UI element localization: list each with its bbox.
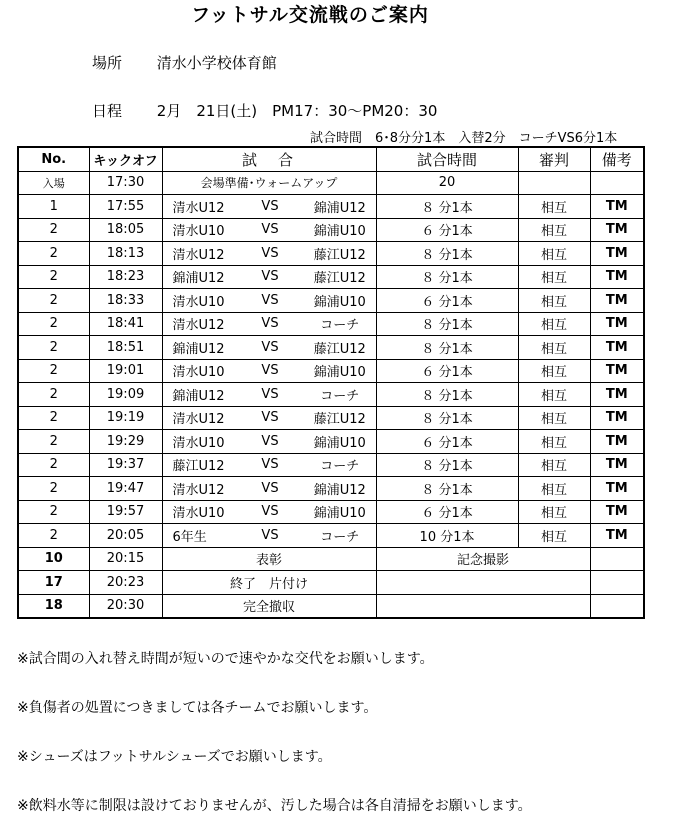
vs-label: VS	[236, 289, 304, 313]
referee: 相互	[518, 195, 590, 219]
closing-note	[376, 594, 590, 618]
closing-no: 18	[18, 594, 89, 618]
kickoff-time: 18:05	[89, 218, 162, 242]
referee: 相互	[518, 430, 590, 454]
remarks: TM	[590, 524, 644, 548]
match-duration: ８ 分1本	[376, 336, 518, 360]
referee: 相互	[518, 312, 590, 336]
page-title: フットサル交流戦のご案内	[191, 4, 429, 26]
away-team: 錦浦U12	[304, 195, 376, 219]
closing-remarks	[590, 594, 644, 618]
home-team: 清水U10	[162, 218, 236, 242]
remarks: TM	[590, 336, 644, 360]
match-no: 2	[18, 289, 89, 313]
home-team: 清水U12	[162, 477, 236, 501]
away-team: 錦浦U10	[304, 218, 376, 242]
home-team: 清水U10	[162, 500, 236, 524]
remarks: TM	[590, 453, 644, 477]
remarks: TM	[590, 430, 644, 454]
match-duration: 10 分1本	[376, 524, 518, 548]
vs-label: VS	[236, 265, 304, 289]
match-no: 2	[18, 477, 89, 501]
remarks: TM	[590, 406, 644, 430]
away-team: 藤江U12	[304, 336, 376, 360]
remarks: TM	[590, 383, 644, 407]
footnote-1: ※試合間の入れ替え時間が短いので速やかな交代をお願いします。	[17, 651, 434, 667]
match-duration: ６ 分1本	[376, 430, 518, 454]
match-duration: ８ 分1本	[376, 453, 518, 477]
vs-label: VS	[236, 242, 304, 266]
schedule-line	[92, 100, 437, 121]
entry-no: 入場	[18, 171, 89, 195]
remarks: TM	[590, 477, 644, 501]
closing-remarks	[590, 571, 644, 595]
vs-label: VS	[236, 195, 304, 219]
table-row	[18, 359, 644, 383]
vs-label: VS	[236, 383, 304, 407]
closing-time: 20:23	[89, 571, 162, 595]
home-team: 錦浦U12	[162, 265, 236, 289]
match-no: 2	[18, 218, 89, 242]
remarks: TM	[590, 312, 644, 336]
match-no: 2	[18, 242, 89, 266]
header-no: No.	[18, 147, 89, 171]
vs-label: VS	[236, 477, 304, 501]
away-team: 錦浦U10	[304, 430, 376, 454]
kickoff-time: 18:13	[89, 242, 162, 266]
match-duration: ６ 分1本	[376, 218, 518, 242]
table-row	[18, 383, 644, 407]
home-team: 清水U12	[162, 312, 236, 336]
match-duration: ８ 分1本	[376, 477, 518, 501]
entry-duration: 20	[376, 171, 518, 195]
away-team: コーチ	[304, 524, 376, 548]
vs-label: VS	[236, 336, 304, 360]
vs-label: VS	[236, 218, 304, 242]
match-no: 2	[18, 359, 89, 383]
match-no: 2	[18, 406, 89, 430]
remarks: TM	[590, 242, 644, 266]
table-row	[18, 453, 644, 477]
closing-note	[376, 571, 590, 595]
referee: 相互	[518, 477, 590, 501]
away-team: 藤江U12	[304, 242, 376, 266]
venue-line	[92, 52, 277, 73]
kickoff-time: 19:47	[89, 477, 162, 501]
kickoff-time: 19:29	[89, 430, 162, 454]
kickoff-time: 18:51	[89, 336, 162, 360]
table-row	[18, 430, 644, 454]
match-duration: ８ 分1本	[376, 195, 518, 219]
closing-event: 終了 片付け	[162, 571, 376, 595]
referee: 相互	[518, 218, 590, 242]
schedule-label: 日程	[92, 102, 123, 120]
kickoff-time: 18:23	[89, 265, 162, 289]
table-row	[18, 289, 644, 313]
footnote-3: ※シューズはフットサルシューズでお願いします。	[17, 749, 332, 765]
match-duration: ６ 分1本	[376, 500, 518, 524]
match-no: 2	[18, 453, 89, 477]
remarks: TM	[590, 265, 644, 289]
away-team: 錦浦U10	[304, 359, 376, 383]
home-team: 6年生	[162, 524, 236, 548]
match-no: 2	[18, 265, 89, 289]
vs-label: VS	[236, 500, 304, 524]
table-row	[18, 477, 644, 501]
away-team: 錦浦U10	[304, 500, 376, 524]
closing-remarks	[590, 547, 644, 571]
away-team: コーチ	[304, 453, 376, 477]
remarks: TM	[590, 218, 644, 242]
closing-time: 20:30	[89, 594, 162, 618]
home-team: 錦浦U12	[162, 336, 236, 360]
remarks: TM	[590, 195, 644, 219]
kickoff-time: 19:01	[89, 359, 162, 383]
table-row	[18, 336, 644, 360]
closing-event: 表彰	[162, 547, 376, 571]
table-row	[18, 242, 644, 266]
header-remarks: 備考	[590, 147, 644, 171]
referee: 相互	[518, 406, 590, 430]
kickoff-time: 17:55	[89, 195, 162, 219]
home-team: 清水U12	[162, 195, 236, 219]
kickoff-time: 19:19	[89, 406, 162, 430]
match-duration: ８ 分1本	[376, 383, 518, 407]
table-row	[18, 571, 644, 595]
referee: 相互	[518, 265, 590, 289]
venue-label: 場所	[92, 54, 123, 72]
match-duration: ６ 分1本	[376, 359, 518, 383]
header-match: 試 合	[162, 147, 376, 171]
entry-event: 会場準備･ウォームアップ	[162, 171, 376, 195]
home-team: 錦浦U12	[162, 383, 236, 407]
entry-row	[18, 171, 644, 195]
vs-label: VS	[236, 453, 304, 477]
match-no: 2	[18, 500, 89, 524]
home-team: 清水U10	[162, 359, 236, 383]
referee: 相互	[518, 453, 590, 477]
match-duration: ８ 分1本	[376, 265, 518, 289]
footnote-4: ※飲料水等に制限は設けておりませんが、汚した場合は各自清掃をお願いします。	[17, 798, 532, 814]
remarks: TM	[590, 500, 644, 524]
referee: 相互	[518, 336, 590, 360]
header-referee: 審判	[518, 147, 590, 171]
kickoff-time: 19:37	[89, 453, 162, 477]
closing-no: 10	[18, 547, 89, 571]
footnote-2: ※負傷者の処置につきましては各チームでお願いします。	[17, 700, 378, 716]
referee: 相互	[518, 383, 590, 407]
match-duration: ８ 分1本	[376, 312, 518, 336]
closing-event: 完全撤収	[162, 594, 376, 618]
header-kickoff: キックオフ	[89, 147, 162, 171]
match-no: 2	[18, 524, 89, 548]
referee: 相互	[518, 359, 590, 383]
header-duration: 試合時間	[376, 147, 518, 171]
vs-label: VS	[236, 312, 304, 336]
remarks: TM	[590, 359, 644, 383]
match-no: 2	[18, 383, 89, 407]
match-schedule-table	[17, 146, 645, 619]
venue-value: 清水小学校体育館	[156, 54, 277, 72]
table-row	[18, 524, 644, 548]
away-team: 藤江U12	[304, 406, 376, 430]
vs-label: VS	[236, 524, 304, 548]
away-team: コーチ	[304, 383, 376, 407]
kickoff-time: 20:05	[89, 524, 162, 548]
match-duration: ８ 分1本	[376, 242, 518, 266]
home-team: 清水U12	[162, 406, 236, 430]
table-header-row	[18, 147, 644, 171]
table-row	[18, 218, 644, 242]
table-row	[18, 195, 644, 219]
match-duration: ８ 分1本	[376, 406, 518, 430]
closing-no: 17	[18, 571, 89, 595]
referee: 相互	[518, 242, 590, 266]
home-team: 清水U10	[162, 430, 236, 454]
vs-label: VS	[236, 430, 304, 454]
away-team: 錦浦U10	[304, 289, 376, 313]
remarks: TM	[590, 289, 644, 313]
away-team: 藤江U12	[304, 265, 376, 289]
schedule-value: 2月 21日(土) PM17：30～PM20：30	[156, 102, 438, 120]
closing-note: 記念撮影	[376, 547, 590, 571]
kickoff-time: 18:33	[89, 289, 162, 313]
match-duration: ６ 分1本	[376, 289, 518, 313]
match-no: 1	[18, 195, 89, 219]
referee: 相互	[518, 289, 590, 313]
referee: 相互	[518, 500, 590, 524]
referee: 相互	[518, 524, 590, 548]
home-team: 清水U10	[162, 289, 236, 313]
table-row	[18, 547, 644, 571]
entry-remarks	[590, 171, 644, 195]
home-team: 清水U12	[162, 242, 236, 266]
table-row	[18, 312, 644, 336]
table-row	[18, 500, 644, 524]
match-duration-note: 試合時間 6･8分分1本 入替2分 コーチVS6分1本	[310, 131, 618, 146]
entry-time: 17:30	[89, 171, 162, 195]
home-team: 藤江U12	[162, 453, 236, 477]
match-no: 2	[18, 312, 89, 336]
away-team: 錦浦U12	[304, 477, 376, 501]
kickoff-time: 19:57	[89, 500, 162, 524]
kickoff-time: 18:41	[89, 312, 162, 336]
match-no: 2	[18, 430, 89, 454]
vs-label: VS	[236, 359, 304, 383]
vs-label: VS	[236, 406, 304, 430]
match-no: 2	[18, 336, 89, 360]
closing-time: 20:15	[89, 547, 162, 571]
table-row	[18, 594, 644, 618]
table-row	[18, 265, 644, 289]
entry-referee	[518, 171, 590, 195]
kickoff-time: 19:09	[89, 383, 162, 407]
away-team: コーチ	[304, 312, 376, 336]
table-row	[18, 406, 644, 430]
